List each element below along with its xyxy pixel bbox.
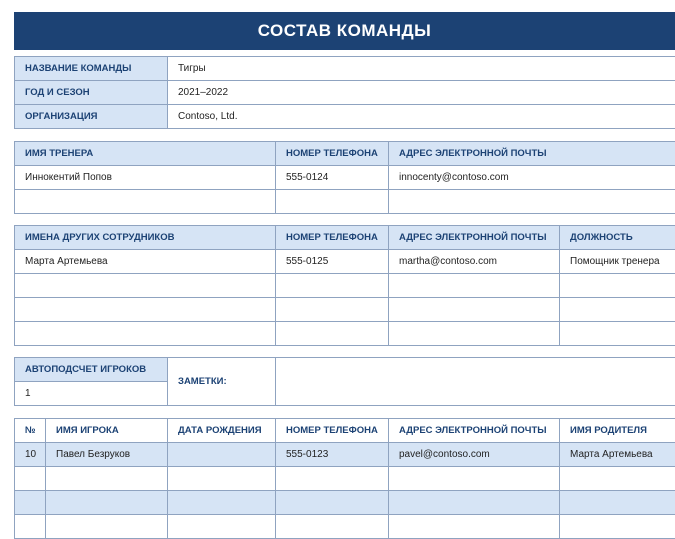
coach-name-cell[interactable] [15, 190, 276, 214]
coach-phone-cell[interactable]: 555-0124 [276, 166, 389, 190]
staff-phone-cell[interactable] [276, 274, 389, 298]
team-info-table [14, 56, 675, 129]
player-phone-cell[interactable] [276, 515, 389, 539]
birth-date-cell[interactable] [168, 491, 276, 515]
team-info-row [15, 57, 675, 81]
staff-email-cell[interactable]: martha@contoso.com [389, 250, 560, 274]
season-label: ГОД И СЕЗОН [15, 81, 168, 105]
organization-label: ОРГАНИЗАЦИЯ [15, 105, 168, 129]
parent-name-header: ИМЯ РОДИТЕЛЯ [560, 419, 675, 443]
coach-email-cell[interactable] [389, 190, 675, 214]
player-count-value: 1 [15, 382, 168, 406]
staff-email-header: АДРЕС ЭЛЕКТРОННОЙ ПОЧТЫ [389, 226, 560, 250]
table-row [15, 443, 675, 467]
coach-email-cell[interactable]: innocenty@contoso.com [389, 166, 675, 190]
staff-name-cell[interactable] [15, 298, 276, 322]
players-header-row [15, 419, 675, 443]
table-row [15, 274, 675, 298]
notes-field[interactable] [276, 358, 675, 406]
coach-name-header: ИМЯ ТРЕНЕРА [15, 142, 276, 166]
player-name-header: ИМЯ ИГРОКА [46, 419, 168, 443]
team-info-row [15, 81, 675, 105]
parent-name-cell[interactable] [560, 491, 675, 515]
player-email-cell[interactable] [389, 515, 560, 539]
staff-role-cell[interactable] [560, 322, 675, 346]
birth-date-cell[interactable] [168, 443, 276, 467]
player-name-cell[interactable] [46, 467, 168, 491]
player-number-cell[interactable] [15, 491, 46, 515]
parent-name-cell[interactable]: Марта Артемьева [560, 443, 675, 467]
birth-date-cell[interactable] [168, 515, 276, 539]
notes-label: ЗАМЕТКИ: [168, 358, 276, 406]
staff-name-cell[interactable]: Марта Артемьева [15, 250, 276, 274]
coach-name-cell[interactable]: Иннокентий Попов [15, 166, 276, 190]
coach-phone-cell[interactable] [276, 190, 389, 214]
player-number-cell[interactable] [15, 467, 46, 491]
players-table [14, 418, 675, 539]
player-number-header: № [15, 419, 46, 443]
staff-role-header: ДОЛЖНОСТЬ [560, 226, 675, 250]
staff-name-cell[interactable] [15, 274, 276, 298]
staff-phone-cell[interactable]: 555-0125 [276, 250, 389, 274]
team-name-label: НАЗВАНИЕ КОМАНДЫ [15, 57, 168, 81]
staff-role-cell[interactable] [560, 298, 675, 322]
player-name-cell[interactable] [46, 491, 168, 515]
organization-value[interactable]: Contoso, Ltd. [168, 105, 675, 129]
staff-email-cell[interactable] [389, 322, 560, 346]
staff-name-cell[interactable] [15, 322, 276, 346]
staff-phone-header: НОМЕР ТЕЛЕФОНА [276, 226, 389, 250]
player-number-cell[interactable] [15, 515, 46, 539]
coach-email-header: АДРЕС ЭЛЕКТРОННОЙ ПОЧТЫ [389, 142, 675, 166]
team-name-value[interactable]: Тигры [168, 57, 675, 81]
page-title: СОСТАВ КОМАНДЫ [14, 12, 675, 50]
staff-header-row [15, 226, 675, 250]
player-email-cell[interactable] [389, 467, 560, 491]
player-number-cell[interactable]: 10 [15, 443, 46, 467]
table-row [15, 491, 675, 515]
coach-phone-header: НОМЕР ТЕЛЕФОНА [276, 142, 389, 166]
birth-date-header: ДАТА РОЖДЕНИЯ [168, 419, 276, 443]
player-count-label: АВТОПОДСЧЕТ ИГРОКОВ [15, 358, 168, 382]
player-phone-cell[interactable] [276, 467, 389, 491]
staff-table [14, 225, 675, 346]
table-row [15, 322, 675, 346]
table-row [15, 515, 675, 539]
player-name-cell[interactable] [46, 515, 168, 539]
parent-name-cell[interactable] [560, 467, 675, 491]
player-phone-header: НОМЕР ТЕЛЕФОНА [276, 419, 389, 443]
summary-row [15, 358, 675, 382]
table-row [15, 467, 675, 491]
parent-name-cell[interactable] [560, 515, 675, 539]
player-email-cell[interactable]: pavel@contoso.com [389, 443, 560, 467]
table-row [15, 190, 675, 214]
summary-table [14, 357, 675, 406]
staff-email-cell[interactable] [389, 298, 560, 322]
staff-role-cell[interactable]: Помощник тренера [560, 250, 675, 274]
coach-table [14, 141, 675, 214]
table-row [15, 298, 675, 322]
table-row [15, 250, 675, 274]
staff-phone-cell[interactable] [276, 298, 389, 322]
season-value[interactable]: 2021–2022 [168, 81, 675, 105]
coach-header-row [15, 142, 675, 166]
staff-role-cell[interactable] [560, 274, 675, 298]
player-email-header: АДРЕС ЭЛЕКТРОННОЙ ПОЧТЫ [389, 419, 560, 443]
staff-name-header: ИМЕНА ДРУГИХ СОТРУДНИКОВ [15, 226, 276, 250]
player-phone-cell[interactable] [276, 491, 389, 515]
team-info-row [15, 105, 675, 129]
table-row [15, 166, 675, 190]
player-name-cell[interactable]: Павел Безруков [46, 443, 168, 467]
birth-date-cell[interactable] [168, 467, 276, 491]
staff-email-cell[interactable] [389, 274, 560, 298]
player-email-cell[interactable] [389, 491, 560, 515]
staff-phone-cell[interactable] [276, 322, 389, 346]
player-phone-cell[interactable]: 555-0123 [276, 443, 389, 467]
